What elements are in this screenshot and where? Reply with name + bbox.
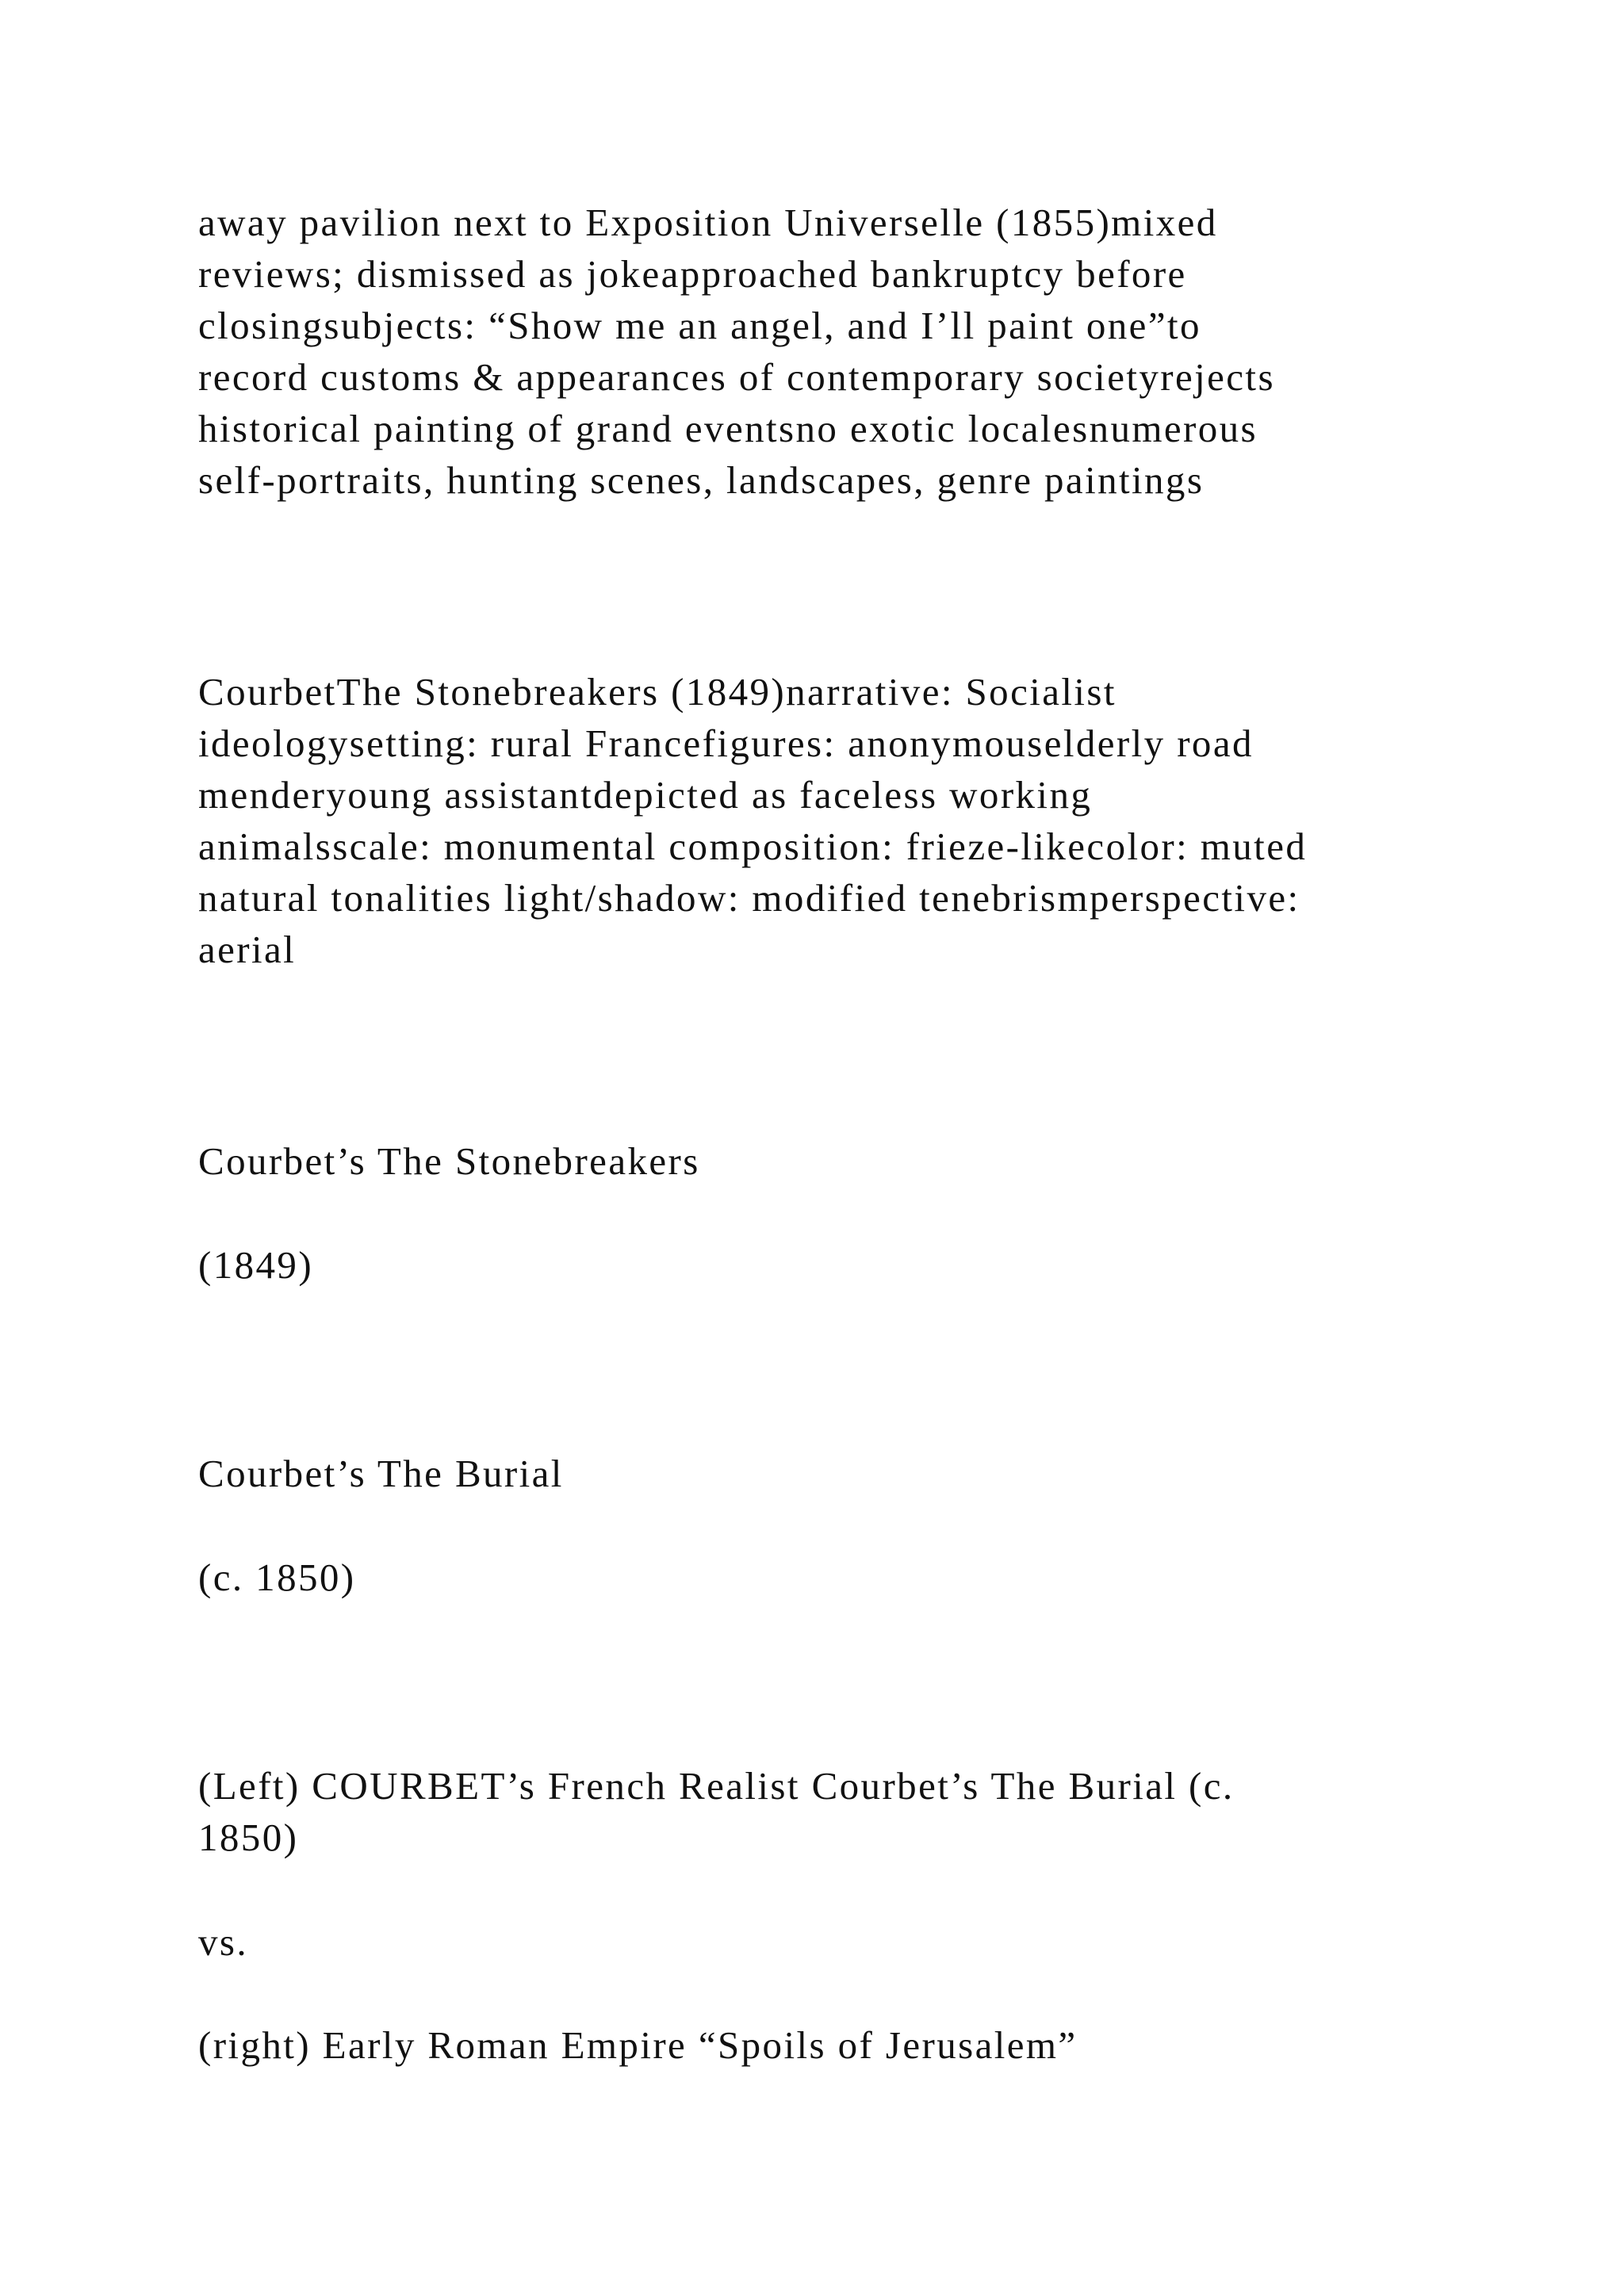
text-line: natural tonalities light/shadow: modified tenebrismperspective: (198, 876, 1300, 920)
text-line: closingsubjects: “Show me an angel, and I’ll paint one”to (198, 304, 1201, 347)
text-line: away pavilion next to Exposition Universelle (1855)mixed (198, 201, 1218, 244)
caption-burial-date (198, 1552, 1435, 1603)
comparison-left (198, 1760, 1435, 1863)
comparison-right (198, 2019, 1435, 2071)
text-line: self-portraits, hunting scenes, landscapes, genre paintings (198, 458, 1205, 502)
text-line: CourbetThe Stonebreakers (1849)narrative: Socialist (198, 670, 1116, 714)
comparison-vs (198, 1916, 1435, 1968)
text-line: record customs & appearances of contemporary societyrejects (198, 355, 1275, 399)
caption-text: (1849) (198, 1243, 314, 1287)
caption-stonebreakers-title (198, 1135, 1435, 1187)
paragraph-stonebreakers (198, 666, 1435, 975)
text-line: (Left) COURBET’s French Realist Courbet’s The Burial (c. (198, 1764, 1235, 1808)
comparison-text: (right) Early Roman Empire “Spoils of Jerusalem” (198, 2023, 1078, 2067)
caption-stonebreakers-date (198, 1239, 1435, 1291)
text-line: reviews; dismissed as jokeapproached bankruptcy before (198, 252, 1187, 296)
caption-text: Courbet’s The Burial (198, 1452, 564, 1495)
text-line: menderyoung assistantdepicted as faceless working (198, 773, 1093, 817)
text-line: historical painting of grand eventsno exotic localesnumerous (198, 407, 1258, 450)
text-line: 1850) (198, 1816, 299, 1859)
text-line: ideologysetting: rural Francefigures: anonymouselderly road (198, 721, 1254, 765)
caption-burial-title (198, 1448, 1435, 1499)
caption-text: Courbet’s The Stonebreakers (198, 1139, 700, 1183)
vs-text: vs. (198, 1920, 249, 1964)
paragraph-pavilion (198, 197, 1435, 506)
text-line: animalsscale: monumental composition: frieze-likecolor: muted (198, 825, 1308, 868)
caption-text: (c. 1850) (198, 1556, 356, 1599)
text-line: aerial (198, 928, 297, 971)
